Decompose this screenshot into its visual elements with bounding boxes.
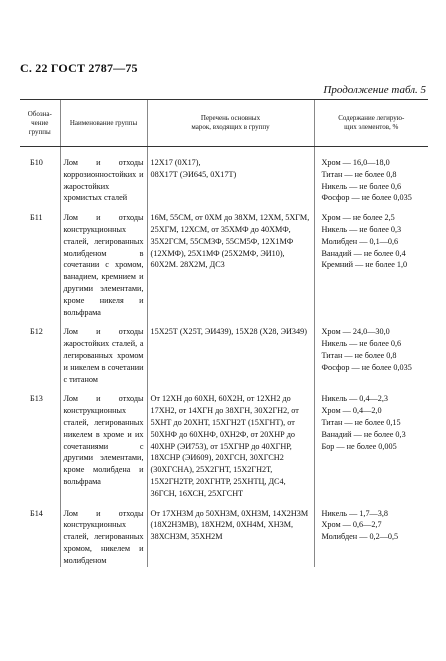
- group-grades: 15Х25Т (Х25Т, ЭИ439), 15Х28 (Х28, ЭИ349): [147, 318, 314, 385]
- table-header-row: [20, 100, 428, 147]
- group-elements: Хром — 24,0—30,0 Никель — не более 0,6 Титан — не более 0,8 Фосфор — не более 0,035: [314, 318, 428, 385]
- header-group-code: [20, 100, 60, 147]
- table-row-b14: [20, 500, 428, 567]
- group-grades: 12Х17 (0Х17), 08Х17Т (ЭИ645, 0Х17Т): [147, 147, 314, 205]
- group-name: Лом и отходы конструкционных сталей, легированных никелем в хроме и их сочетаниями с другими элементами, кроме молибдена и вольфрама: [60, 385, 147, 499]
- group-code: Б14: [30, 508, 43, 518]
- group-name: Лом и отходы конструкционных сталей, легированных молибденом в сочетании с хромом, ванадием, кремнием и другими элементами, кроме никеля и вольфрама: [60, 204, 147, 318]
- table-row-b10: [20, 147, 428, 205]
- group-name: Лом и отходы конструкционных сталей, легированных хромом, никелем и молибденом: [60, 500, 147, 567]
- group-elements: Хром — не более 2,5 Никель — не более 0,3 Молибден — 0,1—0,6 Ванадий — не более 0,4 Кремний — не более 1,0: [314, 204, 428, 318]
- group-code: Б10: [30, 158, 43, 167]
- group-elements: Хром — 16,0—18,0 Титан — не более 0,8 Никель — не более 0,6 Фосфор — не более 0,035: [314, 147, 428, 205]
- group-grades: 16М, 55СМ, от 0ХМ до 38ХМ, 12ХМ, 5ХГМ, 25ХГМ, 12ХСМ, от 35ХМФ до 40ХМФ, 35Х2ГСМ, 55СМ3Ф, 55СМ5Ф, 12Х1МФ (12ХМФ), 25Х1МФ (25Х2МФ, ЭИ10), 60Х2М. 28Х2М, ДС3: [147, 204, 314, 318]
- header-grades: [147, 100, 314, 147]
- group-name: Лом и отходы жаростойких сталей, а легированных хромом и никелем в сочетании с титаном: [60, 318, 147, 385]
- header-grades-text: Перечень основных марок, входящих в группу: [191, 114, 270, 131]
- group-code: Б11: [30, 213, 43, 223]
- group-elements: Никель — 1,7—3,8 Хром — 0,6—2,7 Молибден — 0,2—0,5: [314, 500, 428, 567]
- page-header: С. 22 ГОСТ 2787—75: [20, 61, 138, 75]
- header-group-name: [60, 100, 147, 147]
- table-continuation-caption: Продолжение табл. 5: [323, 84, 426, 96]
- table-row-b12: [20, 318, 428, 385]
- header-group-name-text: Наименование группы: [69, 118, 138, 127]
- table-row-b13: [20, 385, 428, 499]
- group-code: Б12: [30, 327, 43, 337]
- group-grades: От 12ХН до 60ХН, 60Х2Н, от 12ХН2 до 17ХН2, от 14ХГН до 38ХГН, 30Х2ГН2, от 5ХНТ до 20ХНТ, 15ХГН2Т (15ХГНТ), от 50ХНФ до 60ХНФ, 0ХН2Ф, от 20ХНР до 40ХНР (ЭИ753), от 15ХГНР до 40ХГНР, 18ХСНР (ЭИ609), 20ХГСН, 30ХГСН2 (30ХГСНА), 25Х2ГНТ, 15Х2ГН2Т, 15Х2ГН2ТР, 20ХГНТР, 25ХНТЦ, ДС4, 36ГСН, 16ХСН, 25ХГСНТ: [147, 385, 314, 499]
- group-elements: Никель — 0,4—2,3 Хром — 0,4—2,0 Титан — не более 0,15 Ванадий — не более 0,3 Бор — не более 0,005: [314, 385, 428, 499]
- table-row-b11: [20, 204, 428, 318]
- header-group-code-text: Обозна- чение группы: [27, 109, 52, 136]
- header-elements-text: Содержание легирую- щих элементов, %: [338, 114, 405, 131]
- group-grades: От 17ХН3М до 50ХН3М, 0ХН3М, 14Х2Н3М (18Х2Н3МВ), 18ХН2М, 0ХН4М, ХН3М, 38ХСН3М, 35ХН2М: [147, 500, 314, 567]
- group-code: Б13: [30, 394, 43, 404]
- group-name: Лом и отходы коррозионностойких и жаростойких хромистых сталей: [60, 147, 147, 205]
- header-elements: [314, 100, 428, 147]
- steel-scrap-groups-table: [20, 99, 428, 567]
